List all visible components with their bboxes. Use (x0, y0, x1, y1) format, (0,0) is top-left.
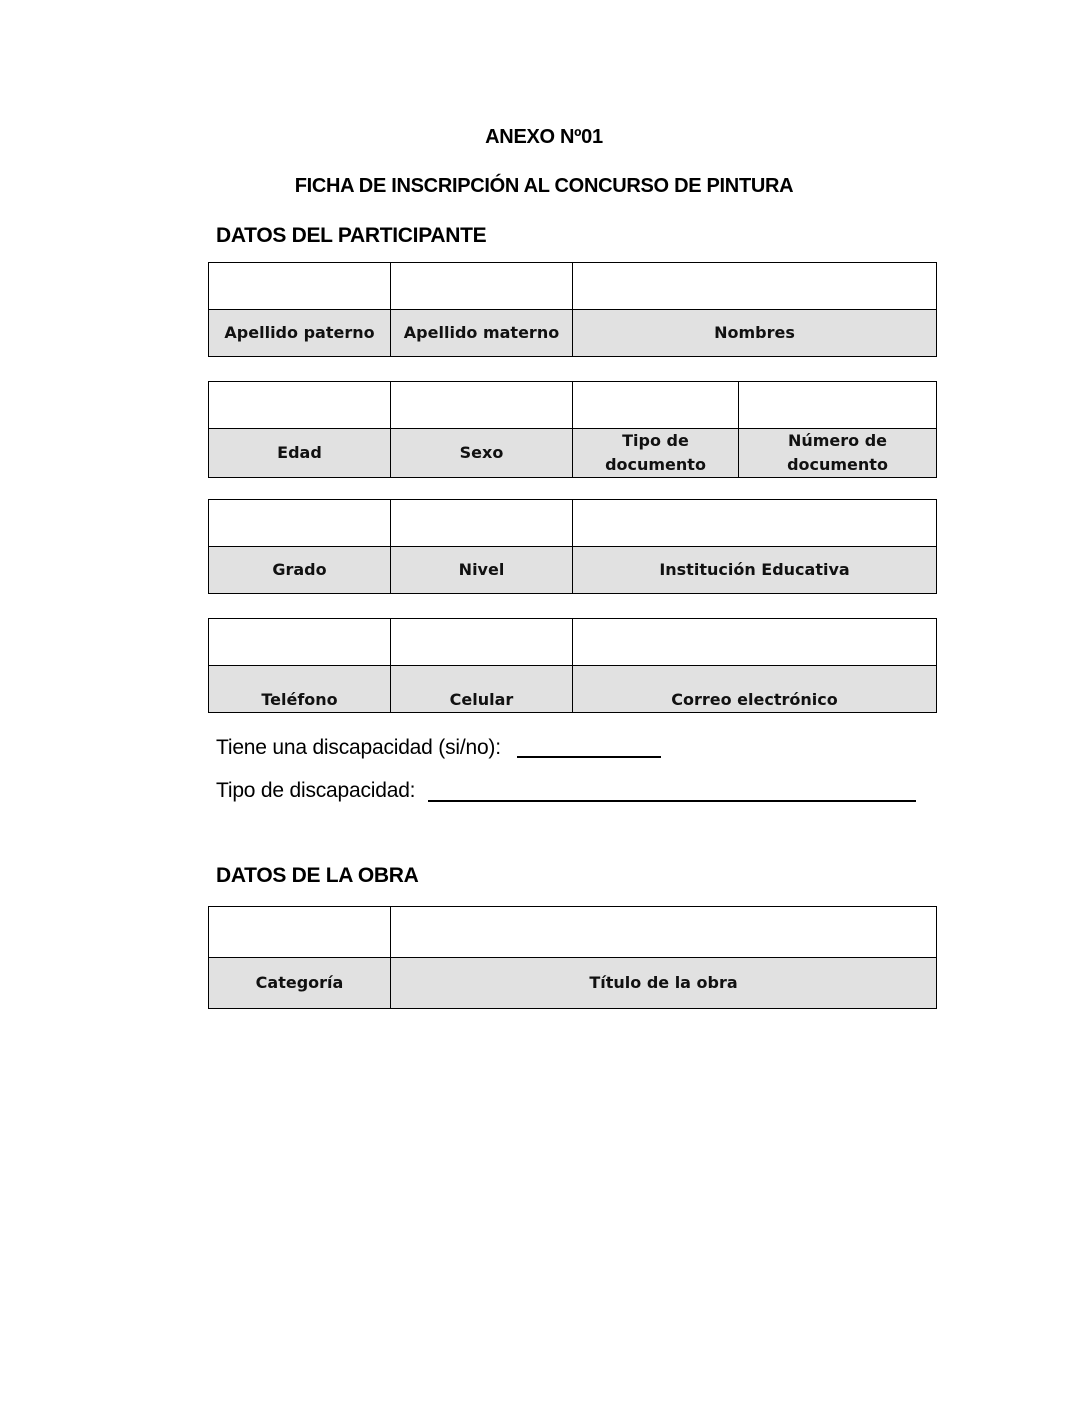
nombres-field[interactable] (573, 263, 937, 310)
numero-documento-field[interactable] (739, 382, 937, 429)
celular-label: Celular (391, 666, 573, 713)
disability-answer-line[interactable] (517, 756, 661, 758)
telefono-label: Teléfono (209, 666, 391, 713)
categoria-field[interactable] (209, 907, 391, 958)
categoria-label: Categoría (209, 958, 391, 1009)
tipo-documento-field[interactable] (573, 382, 739, 429)
tipo-documento-label: Tipo de documento (573, 429, 739, 478)
edad-label: Edad (209, 429, 391, 478)
disability-type-line[interactable] (428, 800, 916, 802)
celular-field[interactable] (391, 619, 573, 666)
apellido-materno-label: Apellido materno (391, 310, 573, 357)
sexo-field[interactable] (391, 382, 573, 429)
education-table (208, 499, 937, 594)
apellido-paterno-field[interactable] (209, 263, 391, 310)
grado-label: Grado (209, 547, 391, 594)
correo-electronico-field[interactable] (573, 619, 937, 666)
nivel-label: Nivel (391, 547, 573, 594)
disability-type-label: Tipo de discapacidad: (216, 779, 416, 802)
numero-documento-label: Número de documento (739, 429, 937, 478)
annex-title: ANEXO Nº01 (485, 126, 603, 148)
identity-table (208, 381, 937, 478)
artwork-section-heading: DATOS DE LA OBRA (216, 864, 419, 887)
edad-field[interactable] (209, 382, 391, 429)
form-title: FICHA DE INSCRIPCIÓN AL CONCURSO DE PINTURA (294, 175, 794, 197)
artwork-table (208, 906, 937, 1009)
sexo-label: Sexo (391, 429, 573, 478)
participant-section-heading: DATOS DEL PARTICIPANTE (216, 224, 487, 247)
institucion-educativa-label: Institución Educativa (573, 547, 937, 594)
apellido-paterno-label: Apellido paterno (209, 310, 391, 357)
disability-question-label: Tiene una discapacidad (si/no): (216, 736, 501, 759)
titulo-obra-field[interactable] (391, 907, 937, 958)
contact-table (208, 618, 937, 713)
names-table (208, 262, 937, 357)
nivel-field[interactable] (391, 500, 573, 547)
institucion-educativa-field[interactable] (573, 500, 937, 547)
nombres-label: Nombres (573, 310, 937, 357)
grado-field[interactable] (209, 500, 391, 547)
apellido-materno-field[interactable] (391, 263, 573, 310)
telefono-field[interactable] (209, 619, 391, 666)
titulo-obra-label: Título de la obra (391, 958, 937, 1009)
correo-electronico-label: Correo electrónico (573, 666, 937, 713)
